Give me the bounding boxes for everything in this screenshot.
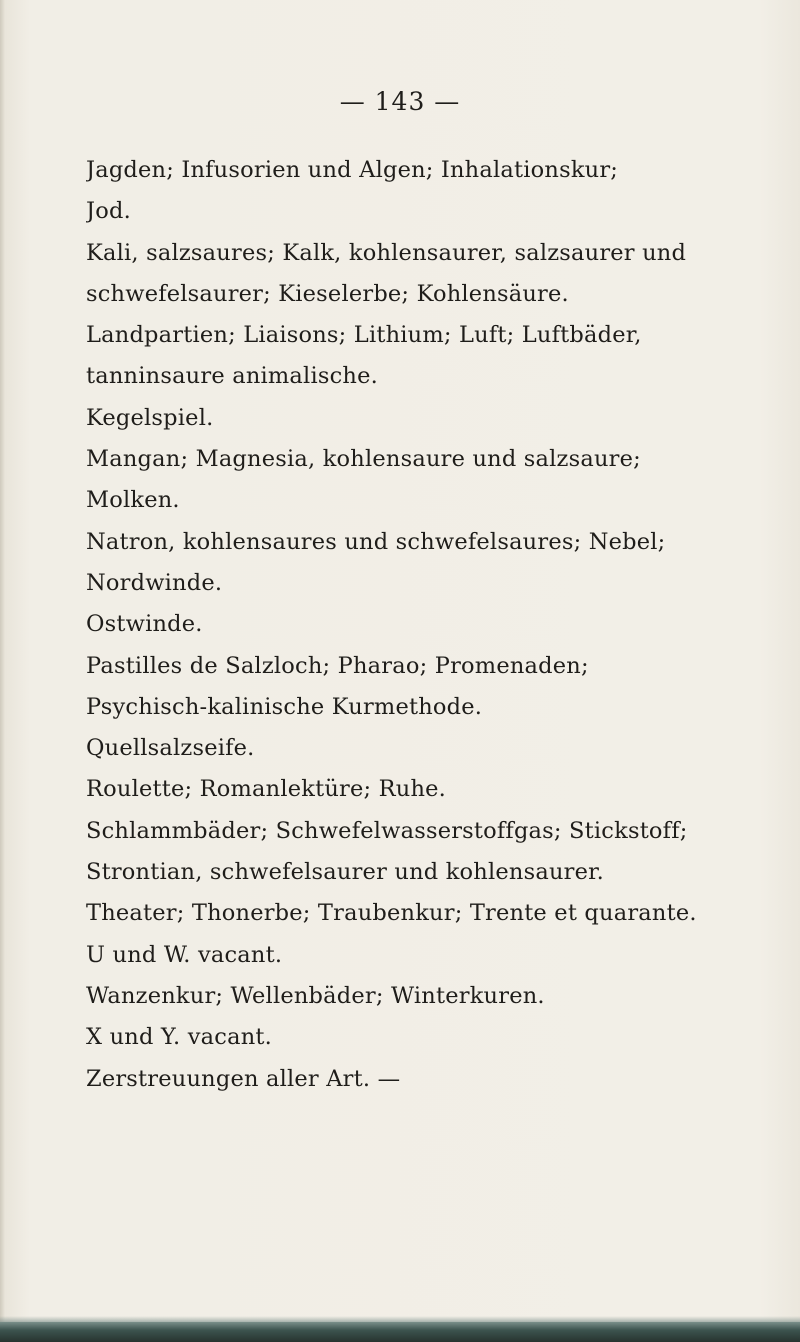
book-cover-edge <box>0 1322 800 1342</box>
text-line: Wanzenkur; Wellenbäder; Winterkuren. <box>86 982 545 1009</box>
text-line: Natron, kohlensaures und schwefelsaures; Nebel; <box>86 528 666 555</box>
text-line: schwefelsaurer; Kieselerbe; Kohlensäure. <box>86 280 569 307</box>
text-line: Quellsalzseife. <box>86 735 255 762</box>
text-line: Pastilles de Salzloch; Pharao; Promenaden; <box>86 652 589 679</box>
text-line: Zerstreuungen aller Art. — <box>86 1065 401 1092</box>
page-binding-shadow <box>0 0 5 1342</box>
text-line: tanninsaure animalische. <box>86 363 378 390</box>
text-line: Jod. <box>86 198 131 225</box>
text-line: X und Y. vacant. <box>86 1024 272 1051</box>
index-text-block <box>86 150 776 1100</box>
text-line: Schlammbäder; Schwefelwasserstoffgas; Stickstoff; <box>86 817 688 844</box>
text-line: Theater; Thonerbe; Traubenkur; Trente et quarante. <box>86 900 697 927</box>
text-line: Strontian, schwefelsaurer und kohlensaurer. <box>86 859 604 886</box>
page-number: — 143 — <box>339 87 461 116</box>
text-line: Kali, salzsaures; Kalk, kohlensaurer, salzsaurer und <box>86 239 687 266</box>
text-line: Mangan; Magnesia, kohlensaure und salzsaure; <box>86 446 641 473</box>
text-line: Ostwinde. <box>86 611 203 638</box>
text-line: U und W. vacant. <box>86 941 283 968</box>
text-line: Kegelspiel. <box>86 404 214 431</box>
text-line: Molken. <box>86 487 180 514</box>
text-line: Landpartien; Liaisons; Lithium; Luft; Luftbäder, <box>86 322 642 349</box>
text-line: Psychisch-kalinische Kurmethode. <box>86 693 483 720</box>
text-line: Roulette; Romanlektüre; Ruhe. <box>86 776 447 803</box>
text-line: Jagden; Infusorien und Algen; Inhalationskur; <box>86 157 619 183</box>
text-line: Nordwinde. <box>86 569 223 596</box>
